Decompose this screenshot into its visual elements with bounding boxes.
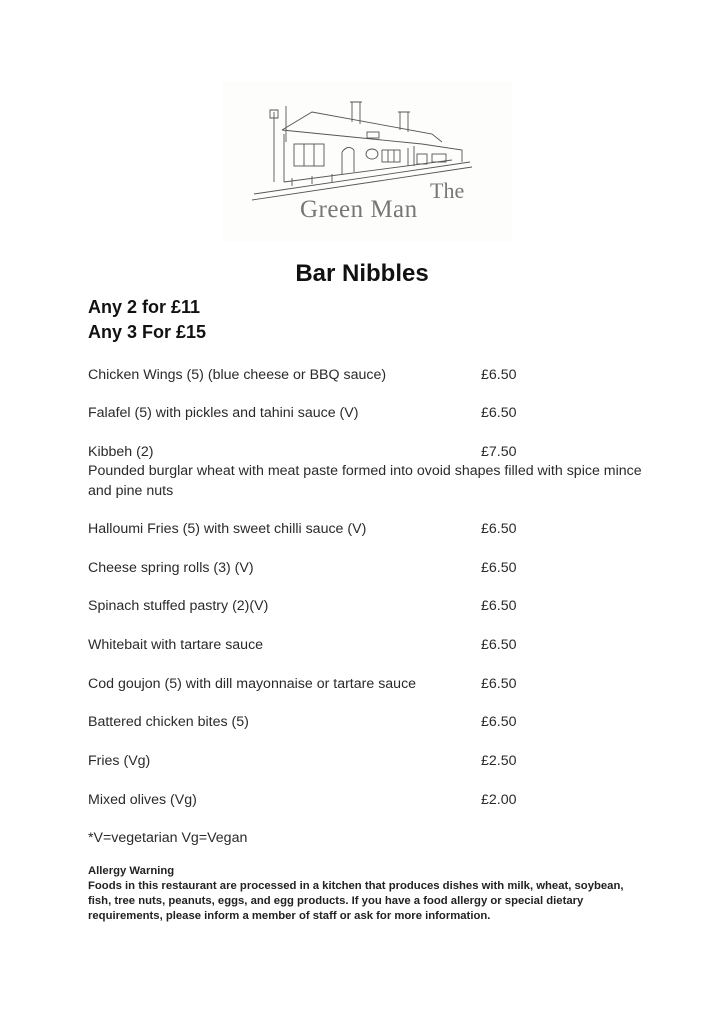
- menu-item-name: Mixed olives (Vg): [88, 792, 197, 808]
- menu-item-price: £6.50: [481, 560, 517, 576]
- offer-any-2: Any 2 for £11: [88, 297, 201, 317]
- menu-item-price: £6.50: [481, 714, 517, 730]
- menu-item-name: Chicken Wings (5) (blue cheese or BBQ sauce): [88, 367, 387, 383]
- menu-item-price: £6.50: [481, 676, 517, 692]
- offer-any-3: Any 3 For £15: [88, 322, 207, 342]
- menu-item-name: Fries (Vg): [88, 753, 151, 769]
- menu-item-price: £2.50: [481, 753, 517, 769]
- menu-item-description: Pounded burglar wheat with meat paste formed into ovoid shapes filled with spice mince and pine nuts: [88, 463, 642, 499]
- allergy-warning-text: Foods in this restaurant are processed in a kitchen that produces dishes with milk, wheat, soybean, fish, tree nuts, peanuts, eggs, and egg products. If you have a food allergy or special dietary requirements, please inform a member of staff or ask for more information.: [88, 880, 624, 922]
- menu-item-name: Cod goujon (5) with dill mayonnaise or tartare sauce: [88, 676, 417, 692]
- menu-title: Bar Nibbles: [295, 260, 429, 287]
- allergy-warning-title: Allergy Warning: [88, 865, 175, 877]
- menu-item-name: Battered chicken bites (5): [88, 714, 249, 730]
- menu-item-price: £2.00: [481, 792, 517, 808]
- menu-item-price: £6.50: [481, 598, 517, 614]
- menu-item-price: £6.50: [481, 405, 517, 421]
- menu-item-price: £6.50: [481, 637, 517, 653]
- menu-item-name: Whitebait with tartare sauce: [88, 637, 264, 653]
- logo-the-text: The: [430, 178, 465, 203]
- allergy-warning: [88, 864, 648, 924]
- menu-item-price: £7.50: [481, 444, 517, 460]
- menu-item-name: Spinach stuffed pastry (2)(V): [88, 598, 269, 614]
- menu-item-price: £6.50: [481, 521, 517, 537]
- dietary-key-note: *V=vegetarian Vg=Vegan: [88, 830, 248, 846]
- menu-item-name: Falafel (5) with pickles and tahini sauce (V): [88, 405, 359, 421]
- menu-item-name: Halloumi Fries (5) with sweet chilli sauce (V): [88, 521, 367, 537]
- logo-pub-sketch: [222, 82, 512, 242]
- menu-item-name: Kibbeh (2): [88, 444, 154, 460]
- logo-name-text: Green Man: [300, 196, 418, 223]
- menu-item-price: £6.50: [481, 367, 517, 383]
- menu-item-name: Cheese spring rolls (3) (V): [88, 560, 254, 576]
